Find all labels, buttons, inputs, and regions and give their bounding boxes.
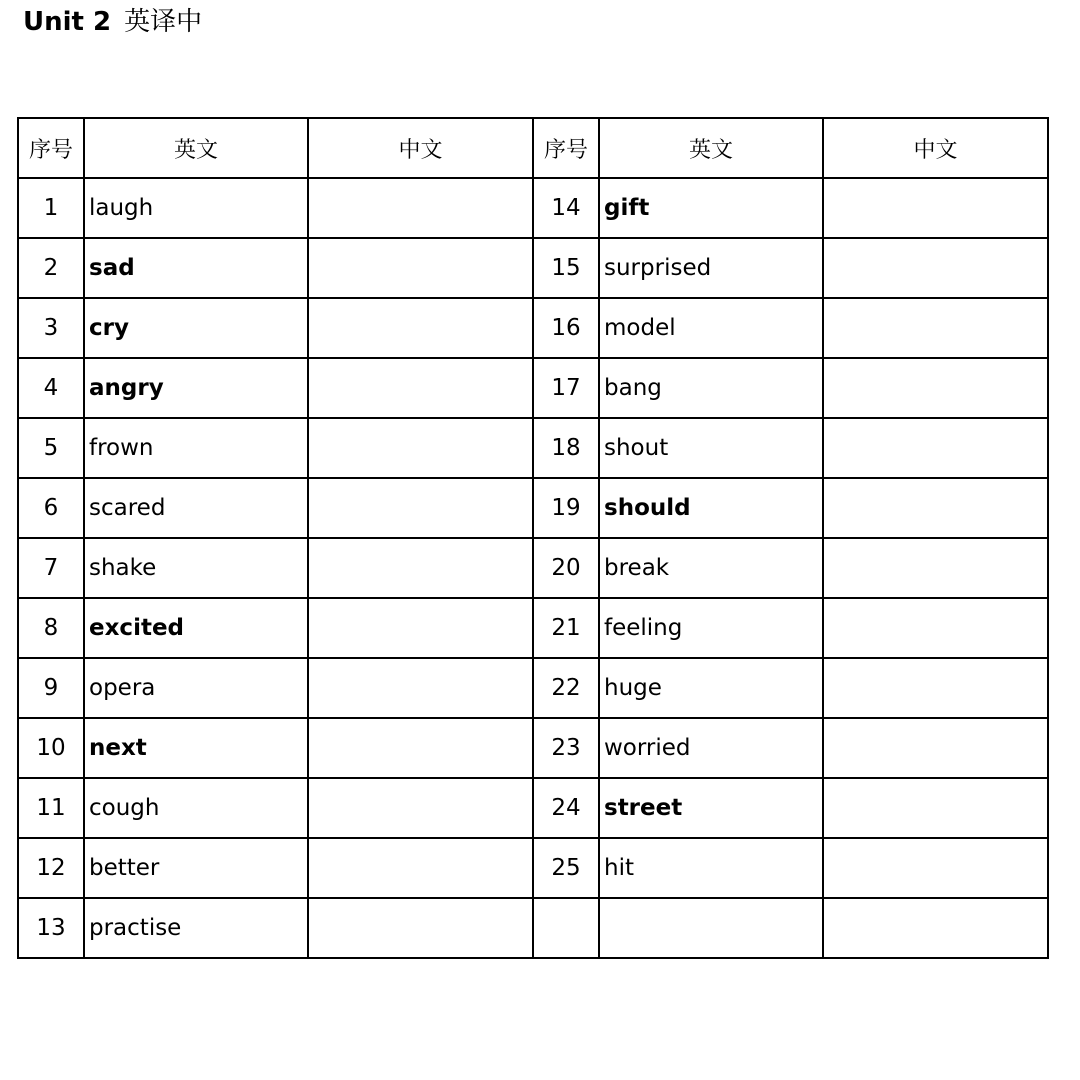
- english-word-right: street: [599, 778, 823, 838]
- row-number-left: 8: [18, 598, 84, 658]
- english-word-left: laugh: [84, 178, 308, 238]
- table-row: [18, 598, 1048, 658]
- english-word-right: break: [599, 538, 823, 598]
- table-row: [18, 178, 1048, 238]
- chinese-answer-cell-left[interactable]: [308, 358, 533, 418]
- chinese-answer-cell-left[interactable]: [308, 718, 533, 778]
- chinese-answer-cell-right[interactable]: [823, 178, 1048, 238]
- header-chinese-right: 中文: [823, 118, 1048, 178]
- chinese-answer-cell-left[interactable]: [308, 418, 533, 478]
- page-title: [23, 4, 202, 40]
- english-word-left: cough: [84, 778, 308, 838]
- chinese-answer-cell-right[interactable]: [823, 658, 1048, 718]
- chinese-answer-cell-left[interactable]: [308, 178, 533, 238]
- row-number-right: 14: [533, 178, 599, 238]
- table-row: [18, 238, 1048, 298]
- english-word-right: gift: [599, 178, 823, 238]
- chinese-answer-cell-right[interactable]: [823, 358, 1048, 418]
- chinese-answer-cell-right[interactable]: [823, 478, 1048, 538]
- exercise-label: 英译中: [124, 7, 203, 37]
- chinese-answer-cell-left[interactable]: [308, 658, 533, 718]
- english-word-right: should: [599, 478, 823, 538]
- row-number-right: 21: [533, 598, 599, 658]
- english-word-left: shake: [84, 538, 308, 598]
- row-number-left: 11: [18, 778, 84, 838]
- english-word-left: practise: [84, 898, 308, 958]
- english-word-right: feeling: [599, 598, 823, 658]
- chinese-answer-cell-right[interactable]: [823, 718, 1048, 778]
- table-row: [18, 838, 1048, 898]
- header-english-left: 英文: [84, 118, 308, 178]
- row-number-left: 9: [18, 658, 84, 718]
- english-word-left: better: [84, 838, 308, 898]
- chinese-answer-cell-right[interactable]: [823, 238, 1048, 298]
- english-word-right: [599, 898, 823, 958]
- row-number-left: 7: [18, 538, 84, 598]
- english-word-right: bang: [599, 358, 823, 418]
- chinese-answer-cell-right[interactable]: [823, 298, 1048, 358]
- row-number-right: 23: [533, 718, 599, 778]
- row-number-left: 10: [18, 718, 84, 778]
- english-word-left: opera: [84, 658, 308, 718]
- table-row: [18, 538, 1048, 598]
- english-word-right: shout: [599, 418, 823, 478]
- english-word-left: angry: [84, 358, 308, 418]
- row-number-left: 5: [18, 418, 84, 478]
- table-row: [18, 718, 1048, 778]
- english-word-left: frown: [84, 418, 308, 478]
- chinese-answer-cell-left[interactable]: [308, 838, 533, 898]
- row-number-left: 12: [18, 838, 84, 898]
- chinese-answer-cell-left[interactable]: [308, 238, 533, 298]
- english-word-left: cry: [84, 298, 308, 358]
- chinese-answer-cell-left[interactable]: [308, 298, 533, 358]
- row-number-right: 15: [533, 238, 599, 298]
- row-number-right: 22: [533, 658, 599, 718]
- header-number-right: 序号: [533, 118, 599, 178]
- chinese-answer-cell-left[interactable]: [308, 598, 533, 658]
- header-chinese-left: 中文: [308, 118, 533, 178]
- vocabulary-table: [17, 117, 1049, 959]
- row-number-right: 20: [533, 538, 599, 598]
- english-word-right: huge: [599, 658, 823, 718]
- chinese-answer-cell-right[interactable]: [823, 778, 1048, 838]
- row-number-right: 24: [533, 778, 599, 838]
- english-word-left: next: [84, 718, 308, 778]
- row-number-left: 3: [18, 298, 84, 358]
- table-row: [18, 358, 1048, 418]
- row-number-right: [533, 898, 599, 958]
- chinese-answer-cell-right[interactable]: [823, 538, 1048, 598]
- english-word-right: hit: [599, 838, 823, 898]
- table-row: [18, 298, 1048, 358]
- chinese-answer-cell-left[interactable]: [308, 778, 533, 838]
- chinese-answer-cell-left[interactable]: [308, 538, 533, 598]
- row-number-left: 13: [18, 898, 84, 958]
- chinese-answer-cell-right[interactable]: [823, 838, 1048, 898]
- table-row: [18, 658, 1048, 718]
- chinese-answer-cell-right[interactable]: [823, 898, 1048, 958]
- english-word-right: worried: [599, 718, 823, 778]
- unit-label: Unit 2: [23, 7, 112, 37]
- chinese-answer-cell-left[interactable]: [308, 898, 533, 958]
- english-word-left: scared: [84, 478, 308, 538]
- chinese-answer-cell-right[interactable]: [823, 598, 1048, 658]
- chinese-answer-cell-right[interactable]: [823, 418, 1048, 478]
- table-row: [18, 778, 1048, 838]
- header-english-right: 英文: [599, 118, 823, 178]
- table-row: [18, 898, 1048, 958]
- row-number-left: 4: [18, 358, 84, 418]
- english-word-left: excited: [84, 598, 308, 658]
- row-number-right: 16: [533, 298, 599, 358]
- row-number-right: 19: [533, 478, 599, 538]
- header-number-left: 序号: [18, 118, 84, 178]
- english-word-right: surprised: [599, 238, 823, 298]
- english-word-left: sad: [84, 238, 308, 298]
- row-number-right: 25: [533, 838, 599, 898]
- row-number-right: 17: [533, 358, 599, 418]
- row-number-right: 18: [533, 418, 599, 478]
- row-number-left: 6: [18, 478, 84, 538]
- chinese-answer-cell-left[interactable]: [308, 478, 533, 538]
- table-row: [18, 478, 1048, 538]
- row-number-left: 2: [18, 238, 84, 298]
- table-row: [18, 418, 1048, 478]
- header-row: [18, 118, 1048, 178]
- english-word-right: model: [599, 298, 823, 358]
- row-number-left: 1: [18, 178, 84, 238]
